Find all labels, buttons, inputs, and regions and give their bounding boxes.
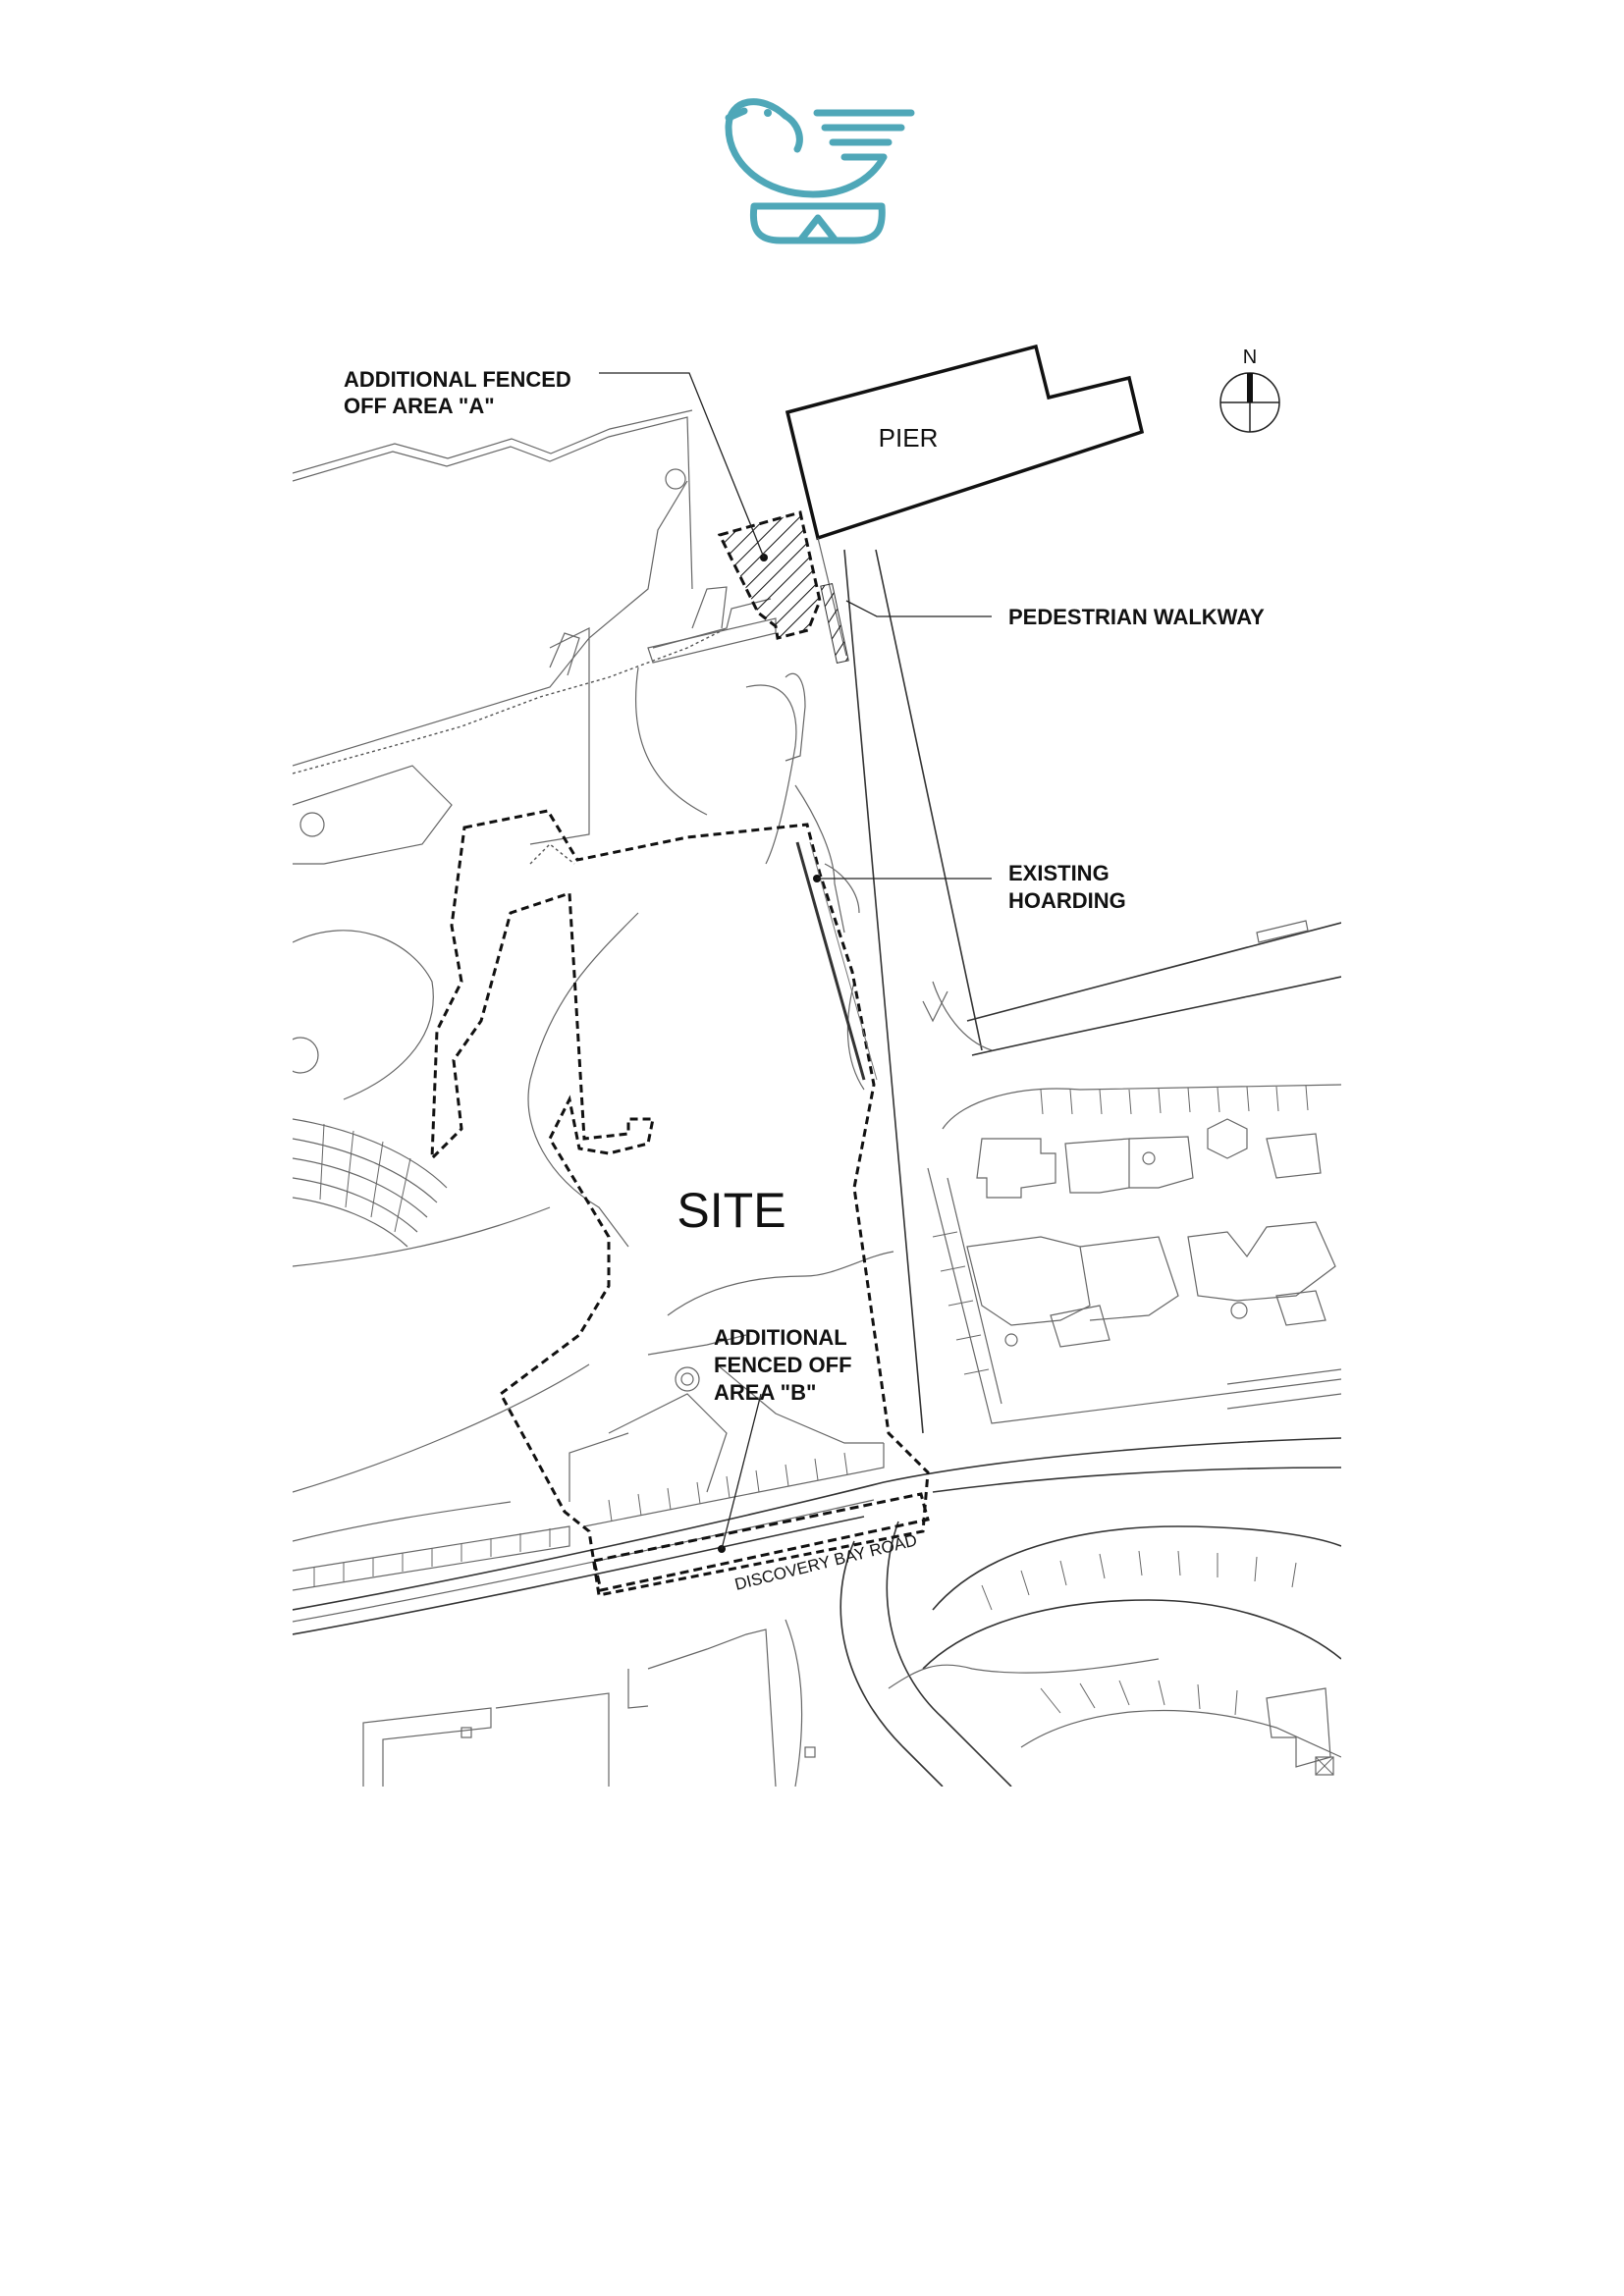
north-label: N (1242, 347, 1258, 368)
bird-logo-icon (729, 102, 911, 240)
fenced-area-a (720, 512, 820, 638)
pedestrian-walkway (818, 538, 848, 663)
pedestrian-walkway-label: PEDESTRIAN WALKWAY (1008, 605, 1265, 629)
site-label: SITE (677, 1183, 786, 1238)
area-b-label: ADDITIONAL FENCED OFF AREA "B" (714, 1325, 852, 1405)
road-label: DISCOVERY BAY ROAD (732, 1530, 919, 1594)
site-boundary (432, 811, 928, 1595)
north-arrow-icon (1220, 347, 1279, 432)
existing-hoarding-label: EXISTING HOARDING (1008, 861, 1126, 913)
area-a-label: ADDITIONAL FENCED OFF AREA "A" (344, 367, 571, 418)
pier-label: PIER (878, 423, 939, 453)
pier-structure (787, 347, 1142, 538)
